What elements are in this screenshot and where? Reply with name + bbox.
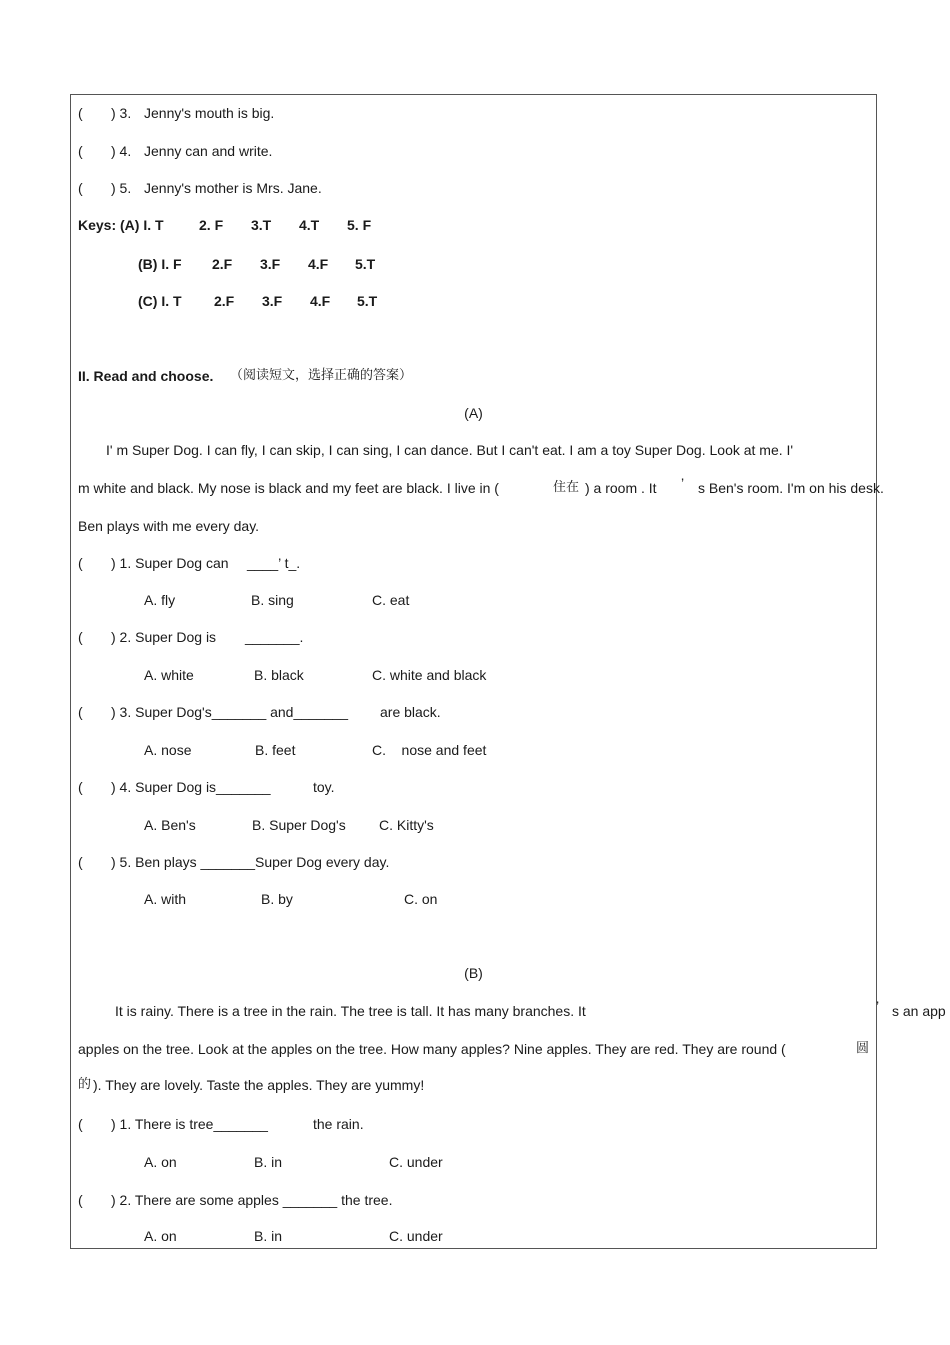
question-number: ) 3. xyxy=(111,105,132,121)
key-value: 5.T xyxy=(355,256,376,272)
option-b[interactable]: B. in xyxy=(254,1154,283,1170)
question-stem: ) 5. Ben plays _______Super Dog every day. xyxy=(111,854,390,870)
question-text: Jenny's mouth is big. xyxy=(144,105,275,121)
answer-bracket[interactable]: ( xyxy=(78,1192,83,1208)
question-stem: ) 2. Super Dog is xyxy=(111,629,217,645)
answer-bracket[interactable]: ( xyxy=(78,779,83,795)
option-b[interactable]: B. in xyxy=(254,1228,283,1244)
key-value: 5.T xyxy=(357,293,378,309)
question-number: ) 4. xyxy=(111,143,132,159)
option-a[interactable]: A. Ben's xyxy=(144,817,196,833)
option-c[interactable]: C. Kitty's xyxy=(379,817,434,833)
question-stem: ) 1. Super Dog can xyxy=(111,555,229,571)
passage-a-line: I' m Super Dog. I can fly, I can skip, I can sing, I can dance. But I can't eat. I am a toy Super Dog. Look at me. I' xyxy=(106,442,794,458)
key-value: 5. F xyxy=(347,217,372,233)
answer-bracket[interactable]: ( xyxy=(78,555,83,571)
option-a[interactable]: A. with xyxy=(144,891,187,907)
answer-bracket[interactable]: ( xyxy=(78,180,83,196)
answer-bracket[interactable]: ( xyxy=(78,143,83,159)
option-a[interactable]: A. nose xyxy=(144,742,192,758)
option-c[interactable]: C. eat xyxy=(372,592,410,608)
key-value: 4.F xyxy=(308,256,329,272)
keys-label-c: (C) I. T xyxy=(138,293,182,309)
question-number: ) 5. xyxy=(111,180,132,196)
answer-bracket[interactable]: ( xyxy=(78,105,83,121)
keys-label-b: (B) I. F xyxy=(138,256,182,272)
question-stem-tail: the rain. xyxy=(313,1116,364,1132)
question-stem-tail: are black. xyxy=(380,704,441,720)
question-stem: ) 2. There are some apples _______ the tree. xyxy=(111,1192,393,1208)
option-a[interactable]: A. fly xyxy=(144,592,176,608)
option-b[interactable]: B. black xyxy=(254,667,304,683)
option-a[interactable]: A. white xyxy=(144,667,194,683)
option-c[interactable]: C. white and black xyxy=(372,667,487,683)
answer-bracket[interactable]: ( xyxy=(78,704,83,720)
answer-bracket[interactable]: ( xyxy=(78,1116,83,1132)
section-title: II. Read and choose. xyxy=(78,368,214,384)
option-a[interactable]: A. on xyxy=(144,1154,177,1170)
passage-a-label: (A) xyxy=(464,405,483,421)
question-stem-blank: _______. xyxy=(245,629,304,645)
answer-bracket[interactable]: ( xyxy=(78,854,83,870)
option-c[interactable]: C. nose and feet xyxy=(372,742,487,758)
passage-b-label: (B) xyxy=(464,965,483,981)
option-b[interactable]: B. Super Dog's xyxy=(252,817,346,833)
question-stem-blank: ____’ t_. xyxy=(247,555,301,571)
key-value: 2. F xyxy=(199,217,224,233)
keys-label-a: Keys: (A) I. T xyxy=(78,217,164,233)
option-b[interactable]: B. by xyxy=(261,891,293,907)
question-text: Jenny's mother is Mrs. Jane. xyxy=(144,180,322,196)
key-value: 3.F xyxy=(260,256,281,272)
key-value: 3.T xyxy=(251,217,272,233)
option-c[interactable]: C. on xyxy=(404,891,438,907)
option-a[interactable]: A. on xyxy=(144,1228,177,1244)
passage-a-line: Ben plays with me every day. xyxy=(78,518,260,534)
question-stem: ) 3. Super Dog's_______ and_______ xyxy=(111,704,348,720)
key-value: 4.F xyxy=(310,293,331,309)
answer-bracket[interactable]: ( xyxy=(78,629,83,645)
option-c[interactable]: C. under xyxy=(389,1228,443,1244)
question-stem: ) 1. There is tree_______ xyxy=(111,1116,268,1132)
option-c[interactable]: C. under xyxy=(389,1154,443,1170)
option-b[interactable]: B. feet xyxy=(255,742,296,758)
section-title-cn: （阅读短文，选择正确的答案） xyxy=(230,368,413,383)
question-stem: ) 4. Super Dog is_______ xyxy=(111,779,271,795)
key-value: 3.F xyxy=(262,293,283,309)
key-value: 2.F xyxy=(212,256,233,272)
question-text: Jenny can and write. xyxy=(144,143,273,159)
question-stem-tail: toy. xyxy=(313,779,335,795)
key-value: 4.T xyxy=(299,217,320,233)
key-value: 2.F xyxy=(214,293,235,309)
option-b[interactable]: B. sing xyxy=(251,592,294,608)
